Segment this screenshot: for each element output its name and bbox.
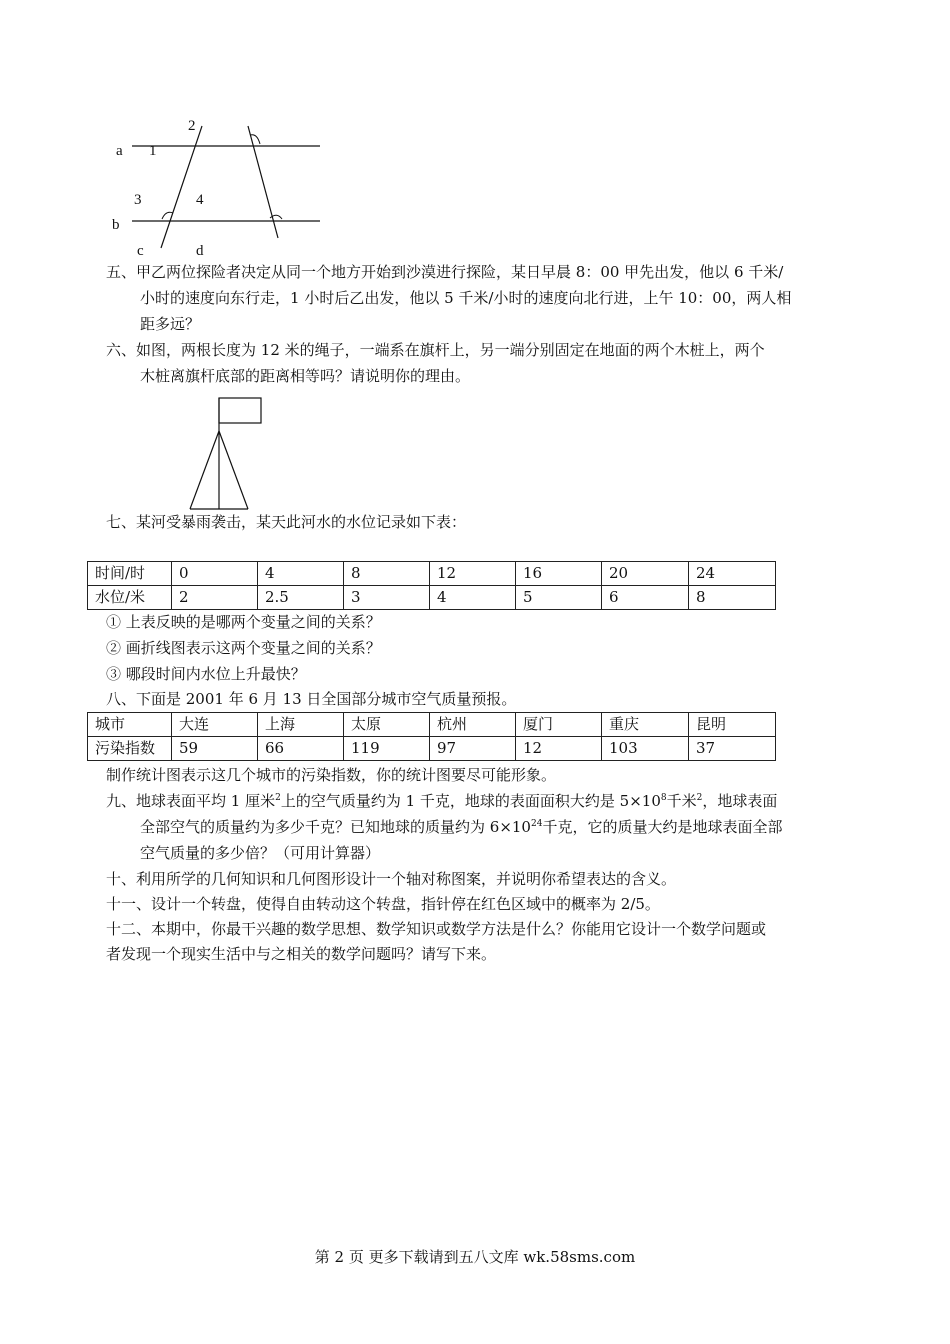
table-cell: 城市 (88, 713, 172, 737)
q9-superscript: 24 (530, 819, 543, 829)
q9-line3: 空气质量的多少倍？（可用计算器） (140, 844, 381, 862)
water-level-table (87, 561, 776, 610)
rope-right (219, 431, 248, 509)
q12-line2: 者发现一个现实生活中与之相关的数学问题吗？请写下来。 (106, 945, 497, 963)
table-cell: 20 (602, 562, 689, 586)
q6-line1: 六、如图，两根长度为 12 米的绳子，一端系在旗杆上，另一端分别固定在地面的两个木桩上，两个 (106, 341, 765, 359)
q9-superscript: 2 (696, 793, 703, 803)
table-cell: 2.5 (258, 586, 344, 610)
table-cell: 污染指数 (88, 737, 172, 761)
q9-line1 (106, 788, 777, 814)
table-cell: 4 (258, 562, 344, 586)
table-row (88, 586, 776, 610)
page-footer: 第 2 页 更多下载请到五八文库 wk.58sms.com (314, 1248, 636, 1266)
q12-line1: 十二、本期中，你最干兴趣的数学思想、数学知识或数学方法是什么？你能用它设计一个数学问题或 (106, 920, 767, 938)
table-cell: 5 (516, 586, 602, 610)
label-2: 2 (188, 118, 196, 134)
q9-text: 上的空气质量约为 1 千克，地球的表面面积大约是 5×10 (280, 792, 661, 810)
label-b: b (112, 217, 120, 233)
q5-line3: 距多远？ (140, 315, 201, 333)
q9-text: 千米 (666, 792, 697, 810)
q8-after: 制作统计图表示这几个城市的污染指数，你的统计图要尽可能形象。 (106, 766, 557, 784)
table-cell: 119 (344, 737, 430, 761)
q9-line2 (140, 814, 782, 840)
table-cell: 97 (430, 737, 516, 761)
table-cell: 厦门 (516, 713, 602, 737)
table-cell: 3 (344, 586, 430, 610)
table-cell: 重庆 (602, 713, 689, 737)
q11: 十一、设计一个转盘，使得自由转动这个转盘，指针停在红色区域中的概率为 2/5。 (106, 895, 660, 913)
label-a: a (116, 143, 123, 159)
table-cell: 4 (430, 586, 516, 610)
q10: 十、利用所学的几何知识和几何图形设计一个轴对称图案，并说明你希望表达的含义。 (106, 870, 677, 888)
transversal-c (161, 126, 202, 248)
table-cell: 上海 (258, 713, 344, 737)
table-cell: 24 (689, 562, 776, 586)
table-cell: 16 (516, 562, 602, 586)
q7-item-1: ① 上表反映的是哪两个变量之间的关系？ (106, 613, 381, 631)
label-d: d (196, 243, 204, 259)
flag (219, 398, 261, 423)
table-cell: 12 (516, 737, 602, 761)
table-cell: 59 (172, 737, 258, 761)
parallel-lines-figure (100, 110, 340, 260)
table-cell: 103 (602, 737, 689, 761)
q5-line1: 五、甲乙两位探险者决定从同一个地方开始到沙漠进行探险，某日早晨 8：00 甲先出发，他以 6 千米/ (106, 263, 784, 281)
q9-text: 千克，它的质量大约是地球表面全部 (542, 818, 783, 836)
q7-intro: 七、某河受暴雨袭击，某天此河水的水位记录如下表： (106, 513, 467, 531)
table-cell: 昆明 (689, 713, 776, 737)
table-cell: 2 (172, 586, 258, 610)
q9-text: 全部空气的质量约为多少千克？已知地球的质量约为 6×10 (140, 818, 531, 836)
table-cell: 0 (172, 562, 258, 586)
table-row (88, 737, 776, 761)
table-cell: 12 (430, 562, 516, 586)
q5-line2: 小时的速度向东行走，1 小时后乙出发，他以 5 千米/小时的速度向北行进，上午 10：00，两人相 (140, 289, 792, 307)
table-cell: 8 (344, 562, 430, 586)
q6-line2: 木桩离旗杆底部的距离相等吗？请说明你的理由。 (140, 367, 471, 385)
q9-superscript: 2 (275, 793, 281, 803)
q7-item-3: ③ 哪段时间内水位上升最快？ (106, 665, 306, 683)
table-cell: 37 (689, 737, 776, 761)
label-1: 1 (149, 143, 157, 159)
flagpole-figure (184, 395, 274, 513)
table-cell: 6 (602, 586, 689, 610)
rope-left (190, 431, 219, 509)
label-3: 3 (134, 192, 142, 208)
label-4: 4 (196, 192, 204, 208)
q9-superscript: 8 (660, 793, 667, 803)
table-cell: 杭州 (430, 713, 516, 737)
table-row (88, 713, 776, 737)
table-cell: 8 (689, 586, 776, 610)
air-quality-table (87, 712, 776, 761)
table-cell: 水位/米 (88, 586, 172, 610)
q9-text: 九、地球表面平均 1 厘米 (106, 792, 276, 810)
table-cell: 大连 (172, 713, 258, 737)
table-cell: 太原 (344, 713, 430, 737)
table-row (88, 562, 776, 586)
q9-text: ，地球表面 (702, 792, 778, 810)
table-cell: 时间/时 (88, 562, 172, 586)
table-cell: 66 (258, 737, 344, 761)
label-c: c (137, 243, 144, 259)
q8-intro: 八、下面是 2001 年 6 月 13 日全国部分城市空气质量预报。 (106, 690, 517, 708)
q7-item-2: ② 画折线图表示这两个变量之间的关系？ (106, 639, 381, 657)
